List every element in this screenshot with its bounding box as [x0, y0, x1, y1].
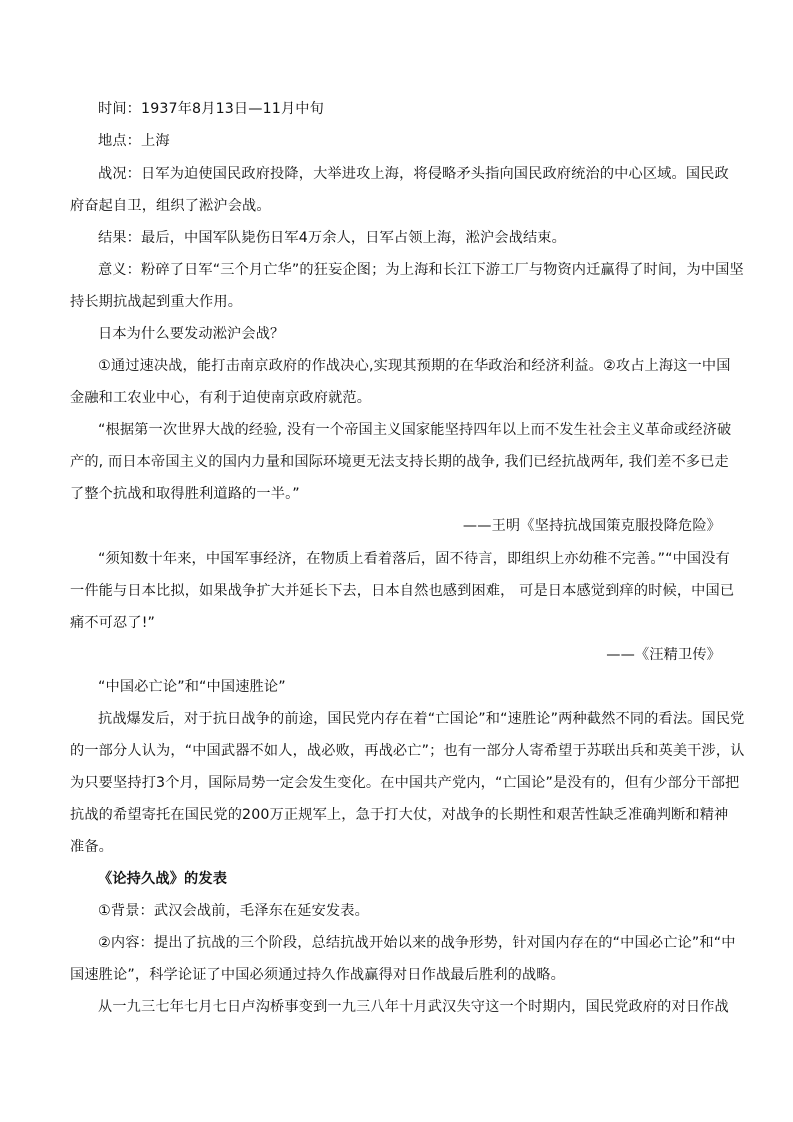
section-heading-two-theories: “中国必亡论”和“中国速胜论”	[98, 679, 286, 695]
theories-paragraph-line-3: 为只要坚持打3个月，国际局势一定会发生变化。在中国共产党内，“亡国论”是没有的，但有少部分干部把	[70, 775, 740, 791]
background-line: ①背景：武汉会战前，毛泽东在延安发表。	[98, 903, 369, 919]
wangjingwei-quote-line-2: 一件能与日本比拟，如果战争扩大并延长下去，日本自然也感到困难， 可是日本感觉到痒的时候，中国已	[70, 583, 735, 599]
theories-paragraph-line-1: 抗战爆发后，对于抗日战争的前途，国民党内存在着“亡国论”和“速胜论”两种截然不同的看法。国民党	[98, 711, 745, 727]
wangming-attribution: ——王明《坚持抗战国策克服投降危险》	[462, 518, 721, 534]
significance-line-2: 持长期抗战起到重大作用。	[70, 294, 243, 310]
battle-situation-line-2: 府奋起自卫，组织了淞沪会战。	[70, 198, 271, 214]
theories-paragraph-line-4: 抗战的希望寄托在国民党的200万正规军上，急于打大仗，对战争的长期性和艰苦性缺乏准确判断和精神	[70, 807, 729, 823]
wangjingwei-quote-line-1: “须知数十年来，中国军事经济，在物质上看着落后，固不待言，即组织上亦幼稚不完善。”“中国没有	[98, 551, 730, 567]
content-line-1: ②内容：提出了抗战的三个阶段，总结抗战开始以来的战争形势，针对国内存在的“中国必亡论”和“中	[98, 935, 736, 951]
theories-paragraph-line-2: 的一部分人认为，“中国武器不如人，战必败，再战必亡”；也有一部分人寄希望于苏联出兵和英美干涉，认	[70, 743, 745, 759]
battle-situation-line-1: 战况：日军为迫使国民政府投降，大举进攻上海，将侵略矛头指向国民政府统治的中心区域。国民政	[98, 166, 729, 182]
time-line: 时间：1937年8月13日—11月中旬	[98, 101, 324, 117]
wangjingwei-attribution: ——《汪精卫传》	[606, 647, 721, 663]
question-line: 日本为什么要发动淞沪会战？	[98, 326, 285, 342]
theories-paragraph-line-5: 准备。	[70, 839, 114, 855]
reason-line-2: 金融和工农业中心，有利于迫使南京政府就范。	[70, 390, 372, 406]
location-line: 地点：上海	[98, 133, 170, 149]
wangming-quote-line-1: “根据第一次世界大战的经验, 没有一个帝国主义国家能坚持四年以上而不发生社会主义革命或经济破	[98, 422, 732, 438]
section-heading-protracted-war: 《论持久战》的发表	[98, 871, 228, 887]
wangming-quote-line-2: 产的, 而日本帝国主义的国内力量和国际环境更无法支持长期的战争, 我们已经抗战两年, 我们差不多已走	[70, 454, 729, 470]
reason-line-1: ①通过速决战，能打击南京政府的作战决心,实现其预期的在华政治和经济利益。②攻占上海这一中国	[98, 358, 731, 374]
wangming-quote-line-3: 了整个抗战和取得胜利道路的一半。”	[70, 486, 300, 502]
result-line: 结果：最后，中国军队毙伤日军4万余人，日军占领上海，淞沪会战结束。	[98, 230, 566, 246]
wangjingwei-quote-line-3: 痛不可忍了!”	[70, 615, 156, 631]
final-paragraph-line-1: 从一九三七年七月七日卢沟桥事变到一九三八年十月武汉失守这一个时期内，国民党政府的对日作战	[98, 999, 729, 1015]
content-line-2: 国速胜论”，科学论证了中国必须通过持久作战赢得对日作战最后胜利的战略。	[70, 967, 565, 983]
significance-line-1: 意义：粉碎了日军“三个月亡华”的狂妄企图；为上海和长江下游工厂与物资内迁赢得了时间，为中国坚	[98, 262, 744, 278]
